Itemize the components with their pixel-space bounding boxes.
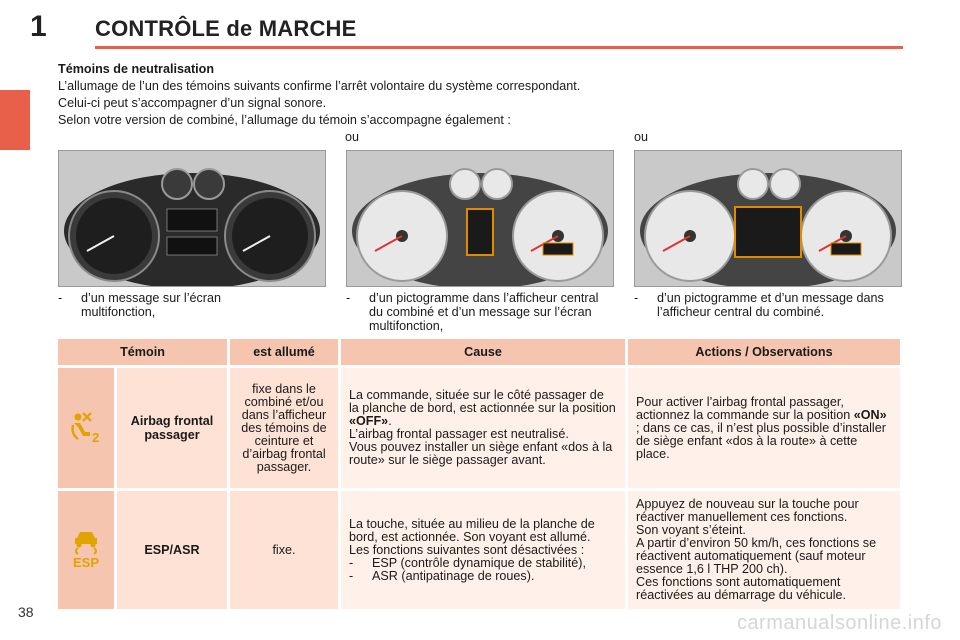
- airbag-off-icon: [69, 410, 103, 444]
- lit-condition: fixe.: [229, 490, 340, 611]
- warning-lights-table: [58, 339, 903, 612]
- list-text: ASR (antipatinage de roues).: [372, 568, 535, 583]
- lit-condition: fixe dans le combiné et/ou dans l’afficheur des témoins de ceinture et d’airbag frontal passager.: [229, 367, 340, 490]
- action-text: Pour activer l’airbag frontal passager, actionnez la commande sur la position: [636, 394, 854, 422]
- page-title: CONTRÔLE de MARCHE: [95, 16, 357, 41]
- temoin-name: Airbag frontal passager: [116, 367, 229, 490]
- cause-text: .: [388, 414, 392, 428]
- chapter-tab: [0, 90, 30, 150]
- list-text: ESP (contrôle dynamique de stabilité),: [372, 555, 586, 570]
- list-dash: -: [349, 555, 354, 570]
- icon-cell: [58, 490, 116, 611]
- list-dash: -: [349, 568, 354, 583]
- action-cell: [627, 367, 902, 490]
- cause-bold: «OFF»: [349, 414, 389, 428]
- intro-block: [58, 61, 918, 129]
- caption-3: [634, 291, 904, 319]
- header-actions: Actions / Observations: [627, 339, 902, 367]
- action-text: Ces fonctions sont automatiquement réactivées au démarrage du véhicule.: [636, 575, 847, 602]
- caption-dash: -: [58, 291, 63, 305]
- cause-text: L’airbag frontal passager est neutralisé.: [349, 427, 569, 441]
- intro-line-2: Celui-ci peut s’accompagner d’un signal sonore.: [58, 96, 327, 110]
- instrument-cluster-image-1: [58, 150, 326, 287]
- table-row: [58, 367, 902, 490]
- caption-text: d’un pictogramme et d’un message dans l’afficheur central du combiné.: [657, 291, 884, 319]
- chapter-number: 1: [30, 10, 47, 43]
- table-header-row: [58, 339, 902, 367]
- header-temoin: Témoin: [58, 339, 229, 367]
- watermark: carmanualsonline.info: [736, 612, 942, 634]
- or-label-2: ou: [634, 130, 649, 144]
- cause-cell: [340, 490, 627, 611]
- temoin-name: ESP/ASR: [116, 490, 229, 611]
- cause-text: La commande, située sur le côté passager de la planche de bord, est actionnée sur la position: [349, 388, 616, 415]
- intro-line-3: Selon votre version de combiné, l’allumage du témoin s’accompagne également :: [58, 113, 511, 127]
- airbag-icon-number: 2: [92, 429, 100, 444]
- action-text: ; dans ce cas, il n’est plus possible d’installer de siège enfant «dos à la route» à cette place.: [636, 420, 886, 461]
- list-item: [349, 570, 617, 583]
- page-number: 38: [18, 604, 34, 620]
- action-text: A partir d’environ 50 km/h, ces fonctions se réactivent automatiquement (sauf moteur essence 1,6 l THP 200 ch).: [636, 536, 877, 576]
- table-row: [58, 490, 902, 611]
- cause-text: Vous pouvez installer un siège enfant «dos à la route» sur le siège passager avant.: [349, 440, 613, 467]
- list-item: [349, 557, 617, 570]
- intro-line-1: L’allumage de l’un des témoins suivants confirme l’arrêt volontaire du système correspondant.: [58, 79, 581, 93]
- esp-off-icon: [68, 529, 104, 569]
- instrument-cluster-image-2: [346, 150, 614, 287]
- header-cause: Cause: [340, 339, 627, 367]
- cause-text: La touche, située au milieu de la planche de bord, est actionnée. Son voyant est allumé.: [349, 516, 595, 544]
- esp-icon-label: ESP: [72, 554, 100, 569]
- instrument-cluster-image-3: [634, 150, 902, 287]
- action-text: Appuyez de nouveau sur la touche pour réactiver manuellement ces fonctions.: [636, 497, 859, 524]
- caption-1: [58, 291, 298, 319]
- cause-cell: [340, 367, 627, 490]
- caption-text: d’un message sur l’écran multifonction,: [81, 291, 222, 319]
- caption-2: [346, 291, 611, 333]
- caption-text: d’un pictogramme dans l’afficheur central du combiné et d’un message sur l’écran multifonction,: [369, 291, 599, 333]
- icon-cell: [58, 367, 116, 490]
- section-title: Témoins de neutralisation: [58, 62, 215, 76]
- action-bold: «ON»: [853, 407, 887, 422]
- title-rule: [95, 46, 903, 49]
- action-text: Son voyant s’éteint.: [636, 523, 746, 537]
- action-cell: [627, 490, 902, 611]
- caption-dash: -: [634, 291, 639, 305]
- or-label-1: ou: [345, 130, 360, 144]
- caption-dash: -: [346, 291, 351, 305]
- header-lit: est allumé: [229, 339, 340, 367]
- cause-text: Les fonctions suivantes sont désactivées :: [349, 542, 585, 557]
